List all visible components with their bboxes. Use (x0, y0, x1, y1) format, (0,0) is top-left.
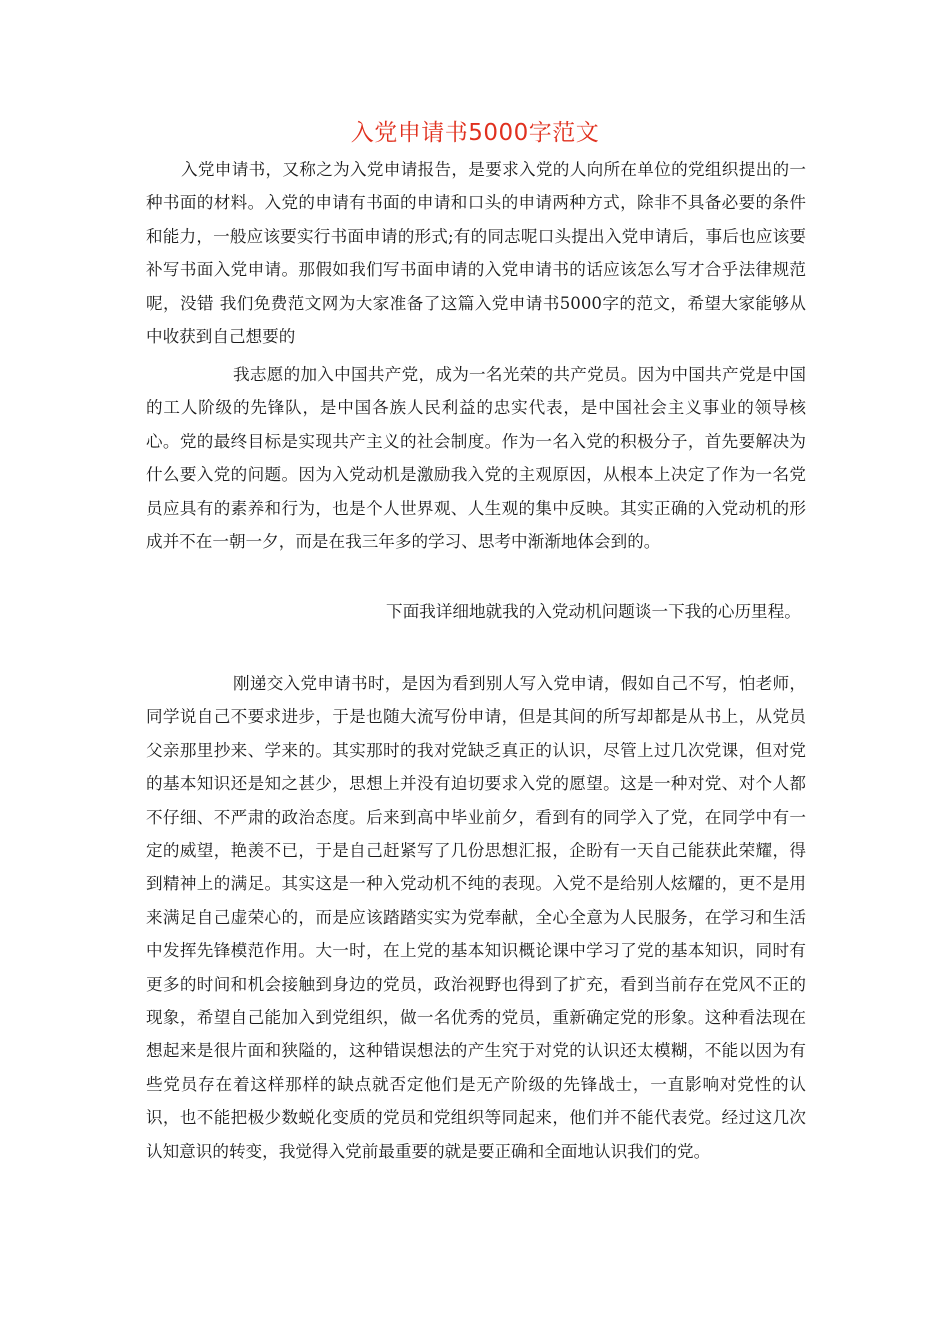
paragraph-motivation: 刚递交入党申请书时，是因为看到别人写入党申请，假如自己不写，怕老师，同学说自己不要求进步，于是也随大流写份申请，但是其间的所写却都是从书上，从党员父亲那里抄来、学来的。其实那时的我对党缺乏真正的认识，尽管上过几次党课，但对党的基本知识还是知之甚少，思想上并没有迫切要求入党的愿望。这是一种对党、对个人都不仔细、不严肃的政治态度。后来到高中毕业前夕，看到有的同学入了党，在同学中有一定的威望，艳羡不已，于是自己赶紧写了几份思想汇报，企盼有一天自己能获此荣耀，得到精神上的满足。其实这是一种入党动机不纯的表现。入党不是给别人炫耀的，更不是用来满足自己虚荣心的，而是应该踏踏实实为党奉献，全心全意为人民服务，在学习和生活中发挥先锋模范作用。大一时，在上党的基本知识概论课中学习了党的基本知识，同时有更多的时间和机会接触到身边的党员，政治视野也得到了扩充，看到当前存在党风不正的现象，希望自己能加入到党组织，做一名优秀的党员，重新确定党的形象。这种看法现在想起来是很片面和狭隘的，这种错误想法的产生究于对党的认识还太模糊，不能以因为有些党员存在着这样那样的缺点就否定他们是无产阶级的先锋战士，一直影响对党性的认识，也不能把极少数蜕化变质的党员和党组织等同起来，他们并不能代表党。经过这几次认知意识的转变，我觉得入党前最重要的就是要正确和全面地认识我们的党。 (146, 674, 806, 1161)
paragraph-intro: 入党申请书，又称之为入党申请报告，是要求入党的人向所在单位的党组织提出的一种书面的材料。入党的申请有书面的申请和口头的申请两种方式，除非不具备必要的条件和能力，一般应该要实行书面申请的形式;有的同志呢口头提出入党申请后，事后也应该要补写书面入党申请。那假如我们写书面申请的入党申请书的话应该怎么写才合乎法律规范呢，没错 我们免费范文网为大家准备了这篇入党申请书5000字的范文，希望大家能够从中收获到自己想要的 (146, 160, 806, 347)
paragraph-transition: 下面我详细地就我的入党动机问题谈一下我的心历里程。 (386, 602, 801, 621)
document-title: 入党申请书5000字范文 (350, 120, 600, 146)
paragraph-aspiration: 我志愿的加入中国共产党，成为一名光荣的共产党员。因为中国共产党是中国的工人阶级的先锋队，是中国各族人民利益的忠实代表，是中国社会主义事业的领导核心。党的最终目标是实现共产主义的社会制度。作为一名入党的积极分子，首先要解决为什么要入党的问题。因为入党动机是激励我入党的主观原因，从根本上决定了作为一名党员应具有的素养和行为，也是个人世界观、人生观的集中反映。其实正确的入党动机的形成并不在一朝一夕，而是在我三年多的学习、思考中渐渐地体会到的。 (146, 365, 806, 552)
